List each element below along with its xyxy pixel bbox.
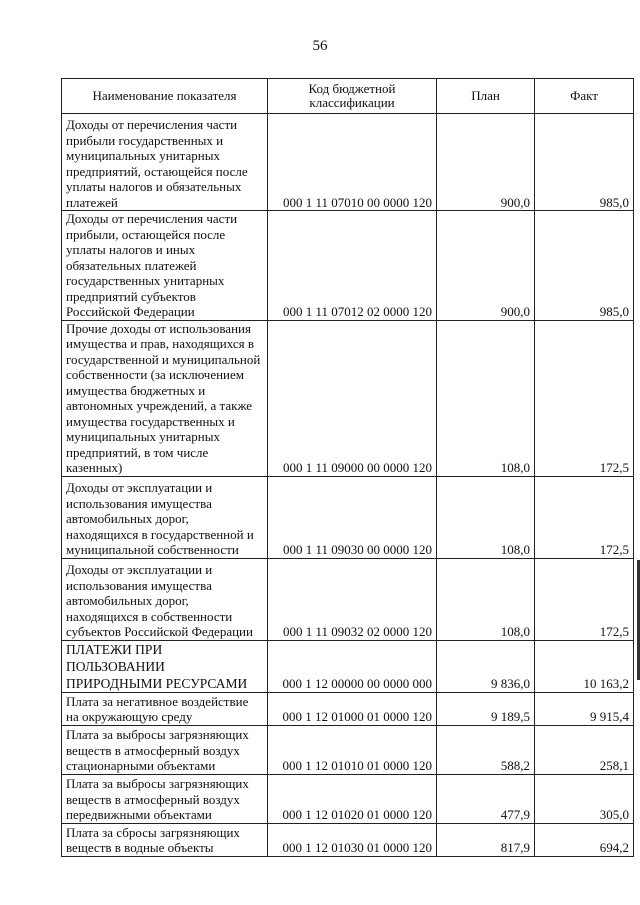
row-plan-value: 108,0 xyxy=(437,558,535,640)
row-plan-value: 477,9 xyxy=(437,774,535,823)
table-row xyxy=(62,823,634,856)
row-fact-value: 985,0 xyxy=(535,211,634,321)
row-plan-value: 817,9 xyxy=(437,823,535,856)
header-plan: План xyxy=(437,79,535,114)
row-budget-code: 000 1 12 01020 01 0000 120 xyxy=(268,774,437,823)
row-budget-code: 000 1 12 01030 01 0000 120 xyxy=(268,823,437,856)
row-fact-value: 9 915,4 xyxy=(535,692,634,725)
row-indicator-name: Доходы от эксплуатации и использования имущества автомобильных дорог, находящихся в собственности субъектов Российской Федерации xyxy=(62,558,268,640)
table-row xyxy=(62,476,634,558)
row-indicator-name: ПЛАТЕЖИ ПРИ ПОЛЬЗОВАНИИ ПРИРОДНЫМИ РЕСУРСАМИ xyxy=(62,640,268,692)
row-plan-value: 108,0 xyxy=(437,320,535,476)
row-fact-value: 694,2 xyxy=(535,823,634,856)
row-indicator-name: Плата за выбросы загрязняющих веществ в атмосферный воздух стационарными объектами xyxy=(62,725,268,774)
row-budget-code: 000 1 11 09000 00 0000 120 xyxy=(268,320,437,476)
row-plan-value: 9 189,5 xyxy=(437,692,535,725)
row-plan-value: 900,0 xyxy=(437,114,535,211)
row-fact-value: 305,0 xyxy=(535,774,634,823)
row-fact-value: 258,1 xyxy=(535,725,634,774)
row-plan-value: 900,0 xyxy=(437,211,535,321)
row-indicator-name: Плата за сбросы загрязняющих веществ в водные объекты xyxy=(62,823,268,856)
table-row xyxy=(62,211,634,321)
row-plan-value: 588,2 xyxy=(437,725,535,774)
row-budget-code: 000 1 12 01000 01 0000 120 xyxy=(268,692,437,725)
table-row xyxy=(62,320,634,476)
table-header-row xyxy=(62,79,634,114)
header-budget-code: Код бюджетной классификации xyxy=(268,79,437,114)
page-number: 56 xyxy=(312,38,328,54)
row-fact-value: 172,5 xyxy=(535,320,634,476)
row-fact-value: 10 163,2 xyxy=(535,640,634,692)
row-fact-value: 985,0 xyxy=(535,114,634,211)
row-plan-value: 108,0 xyxy=(437,476,535,558)
row-indicator-name: Доходы от перечисления части прибыли, остающейся после уплаты налогов и иных обязательных платежей государственных унитарных предприятий субъектов Российской Федерации xyxy=(62,211,268,321)
row-indicator-name: Доходы от эксплуатации и использования имущества автомобильных дорог, находящихся в государственной и муниципальной собственности xyxy=(62,476,268,558)
row-budget-code: 000 1 11 09030 00 0000 120 xyxy=(268,476,437,558)
row-indicator-name: Прочие доходы от использования имущества и прав, находящихся в государственной и муниципальной собственности (за исключением имущества бюджетных и автономных учреждений, а также имущества государственных и муниципальных унитарных предприятий, в том числе казенных) xyxy=(62,320,268,476)
table-row xyxy=(62,114,634,211)
budget-revenue-table xyxy=(61,78,634,857)
row-indicator-name: Плата за выбросы загрязняющих веществ в атмосферный воздух передвижными объектами xyxy=(62,774,268,823)
row-fact-value: 172,5 xyxy=(535,476,634,558)
table-row xyxy=(62,640,634,692)
table-row xyxy=(62,558,634,640)
row-indicator-name: Плата за негативное воздействие на окружающую среду xyxy=(62,692,268,725)
row-budget-code: 000 1 12 01010 01 0000 120 xyxy=(268,725,437,774)
row-budget-code: 000 1 11 07010 00 0000 120 xyxy=(268,114,437,211)
row-budget-code: 000 1 11 09032 02 0000 120 xyxy=(268,558,437,640)
row-fact-value: 172,5 xyxy=(535,558,634,640)
header-fact: Факт xyxy=(535,79,634,114)
row-indicator-name: Доходы от перечисления части прибыли государственных и муниципальных унитарных предприятий, остающейся после уплаты налогов и обязательных платежей xyxy=(62,114,268,211)
header-indicator-name: Наименование показателя xyxy=(62,79,268,114)
row-budget-code: 000 1 12 00000 00 0000 000 xyxy=(268,640,437,692)
table-row xyxy=(62,725,634,774)
row-plan-value: 9 836,0 xyxy=(437,640,535,692)
row-budget-code: 000 1 11 07012 02 0000 120 xyxy=(268,211,437,321)
table-row xyxy=(62,692,634,725)
table-row xyxy=(62,774,634,823)
